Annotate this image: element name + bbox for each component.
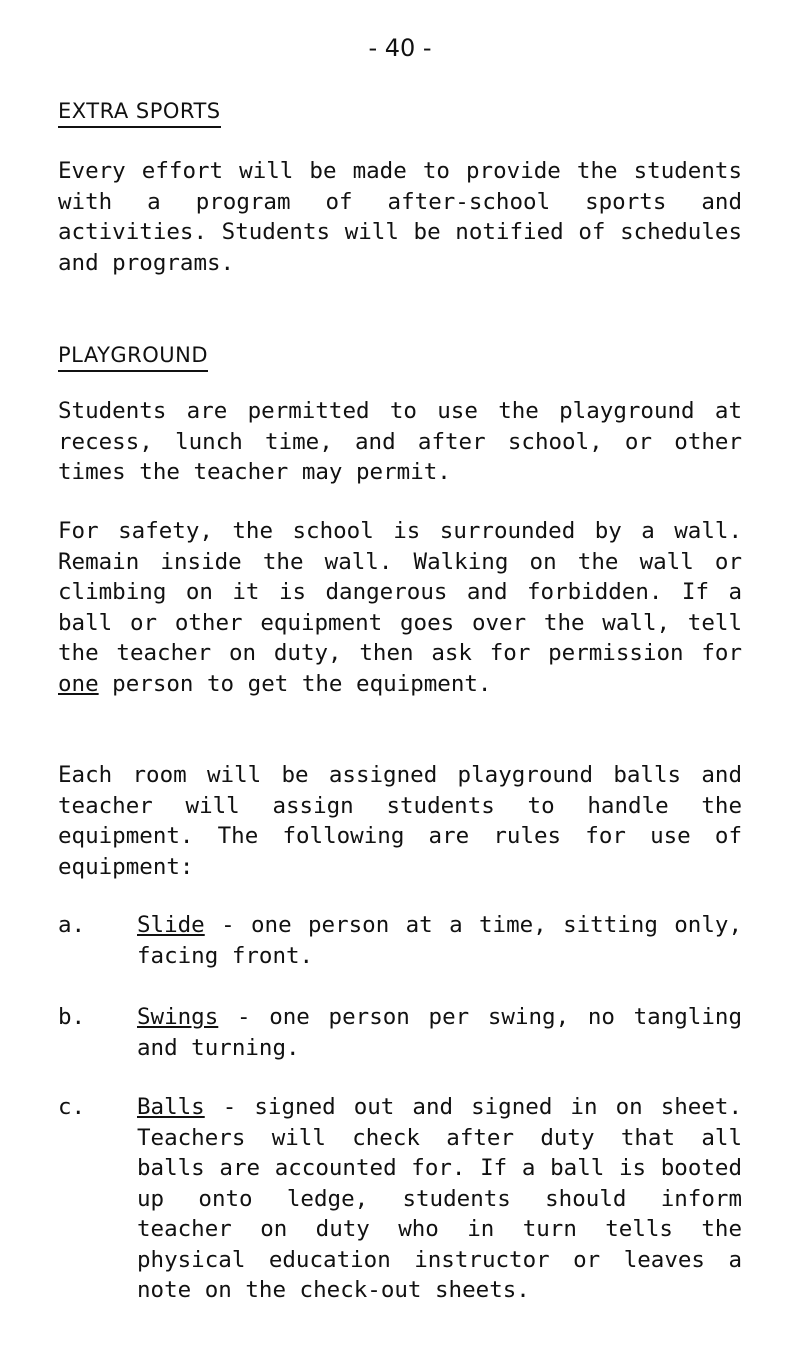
playground-paragraph-1: Students are permitted to use the playground at recess, lunch time, and after school, or other times the teacher may permit. [58,398,742,485]
extra-sports-paragraph: Every effort will be made to provide the students with a program of after-school sports and activities. Students will be notified of schedules and programs. [58,158,742,276]
paragraph-2-text-end: person to get the equipment. [98,670,492,697]
rule-term: Swings [137,1004,219,1030]
page-number: - 40 - [368,34,432,62]
rule-term: Balls [137,1094,205,1120]
rule-body [137,1002,742,1063]
playground-paragraph-2 [58,516,742,699]
extra-sports-heading: EXTRA SPORTS [58,98,221,128]
rule-letter: a. [58,912,86,938]
playground-heading: PLAYGROUND [58,342,208,372]
rule-letter: b. [58,1004,86,1030]
rule-body [137,1092,742,1306]
rule-body [137,910,742,971]
rule-term: Slide [137,912,205,938]
rule-text: - one person per swing, no tangling and turning. [137,1004,742,1061]
rule-letter: c. [58,1094,86,1120]
playground-paragraph-3: Each room will be assigned playground balls and teacher will assign students to handle the equipment. The following are rules for use of equipment: [58,762,742,880]
emphasis-one: one [58,670,99,697]
rule-text: - signed out and signed in on sheet. Teachers will check after duty that all balls are accounted for. If a ball is booted up onto ledge, students should inform teacher on duty who in turn tells the physical education instructor or leaves a note on the check-out sheets. [137,1094,742,1303]
rule-text: - one person at a time, sitting only, facing front. [137,912,742,969]
paragraph-2-text-start: For safety, the school is surrounded by a wall. Remain inside the wall. Walking on the wall or climbing on it is dangerous and forbidden. If a ball or other equipment goes over the wall, tell the teacher on duty, then ask for permission for [58,518,742,666]
